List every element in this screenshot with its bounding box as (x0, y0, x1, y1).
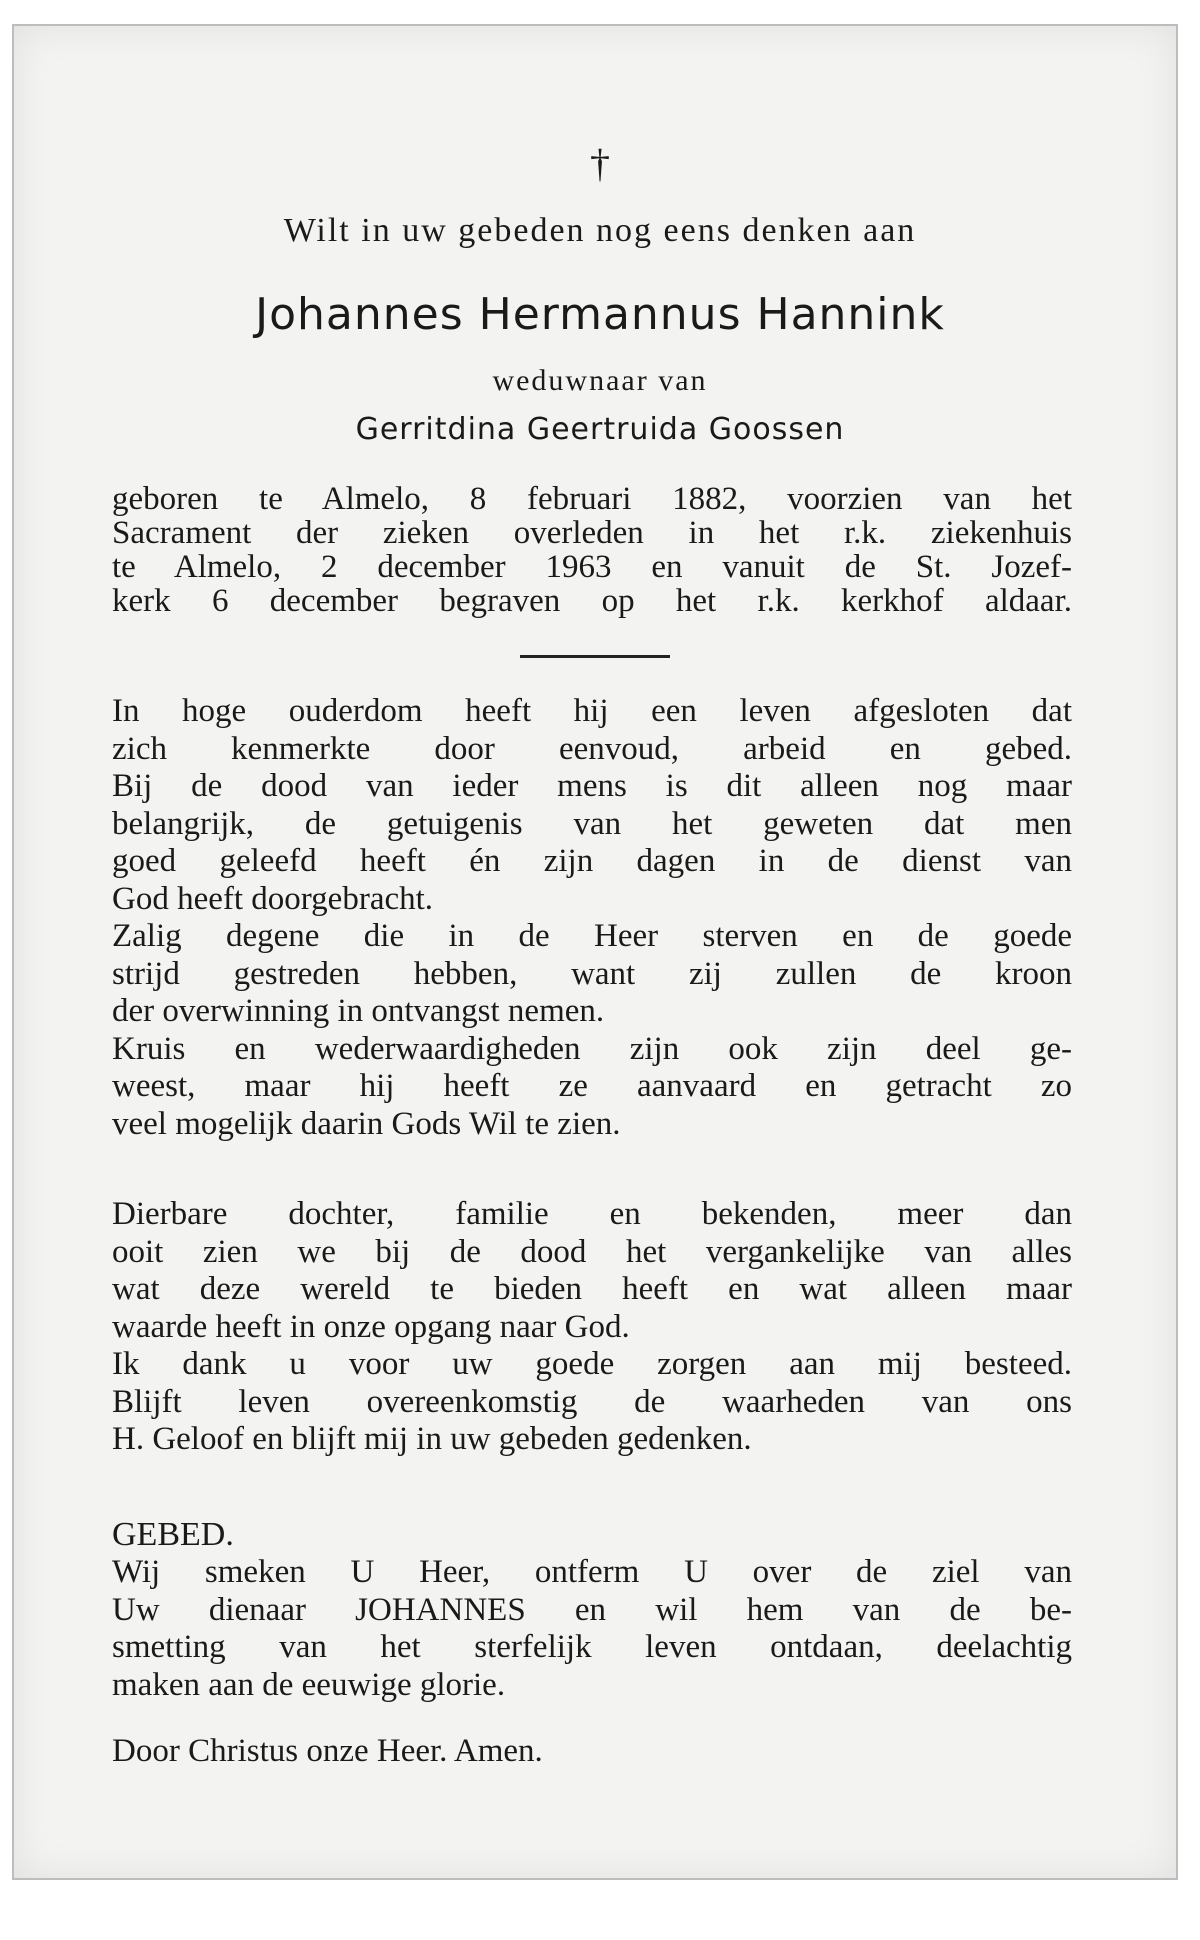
text-line: God heeft doorgebracht. (112, 880, 434, 917)
text-line: goed geleefd heeft én zijn dagen in de dienst van (112, 843, 1072, 879)
relation-line: weduwnaar van (492, 364, 708, 397)
text-line: smetting van het sterfelijk leven ontdaan, deelachtig (112, 1629, 1072, 1665)
text-line: belangrijk, de getuigenis van het geweten dat men (112, 805, 1072, 842)
text-line: kerk 6 december begraven op het r.k. kerkhof aldaar. (112, 583, 1072, 619)
cross-symbol: † (590, 141, 610, 186)
closing-line: Door Christus onze Heer. Amen. (112, 1733, 543, 1769)
text-line: Kruis en wederwaardigheden zijn ook zijn deel ge- (112, 1030, 1072, 1067)
text-line: veel mogelijk daarin Gods Wil te zien. (112, 1105, 621, 1142)
text-line: Blijft leven overeenkomstig de waarheden van ons (112, 1383, 1072, 1420)
text-line: Sacrament der zieken overleden in het r.k. ziekenhuis (112, 515, 1072, 551)
prayer-title: GEBED. (112, 1516, 234, 1553)
text-line: weest, maar hij heeft ze aanvaard en getracht zo (112, 1068, 1072, 1104)
text-line: der overwinning in ontvangst nemen. (112, 993, 605, 1029)
intro-line: Wilt in uw gebeden nog eens denken aan (283, 212, 917, 249)
text-line: Ik dank u voor uw goede zorgen aan mij besteed. (112, 1346, 1072, 1382)
text-line: ooit zien we bij de dood het vergankelijke van alles (112, 1233, 1072, 1270)
text-line: strijd gestreden hebben, want zij zullen de kroon (112, 955, 1072, 992)
divider (520, 655, 670, 658)
text-line: maken aan de eeuwige glorie. (112, 1666, 506, 1703)
text-line: In hoge ouderdom heeft hij een leven afgesloten dat (112, 693, 1072, 729)
text-line: Uw dienaar JOHANNES en wil hem van de be- (112, 1591, 1072, 1628)
text-line: te Almelo, 2 december 1963 en vanuit de St. Jozef- (112, 549, 1072, 585)
text-line: Zalig degene die in de Heer sterven en de goede (112, 918, 1072, 954)
deceased-name: Johannes Hermannus Hannink (255, 289, 945, 340)
text-line: waarde heeft in onze opgang naar God. (112, 1308, 630, 1345)
text-line: Dierbare dochter, familie en bekenden, meer dan (112, 1196, 1072, 1232)
text-line: Wij smeken U Heer, ontferm U over de ziel van (112, 1554, 1072, 1590)
text-line: geboren te Almelo, 8 februari 1882, voorzien van het (112, 481, 1072, 517)
spouse-name: Gerritdina Geertruida Goossen (355, 412, 845, 447)
text-line: wat deze wereld te bieden heeft en wat alleen maar (112, 1271, 1072, 1307)
text-line: H. Geloof en blijft mij in uw gebeden gedenken. (112, 1421, 752, 1457)
text-line: zich kenmerkte door eenvoud, arbeid en gebed. (112, 730, 1072, 767)
text-line: Bij de dood van ieder mens is dit alleen nog maar (112, 768, 1072, 804)
